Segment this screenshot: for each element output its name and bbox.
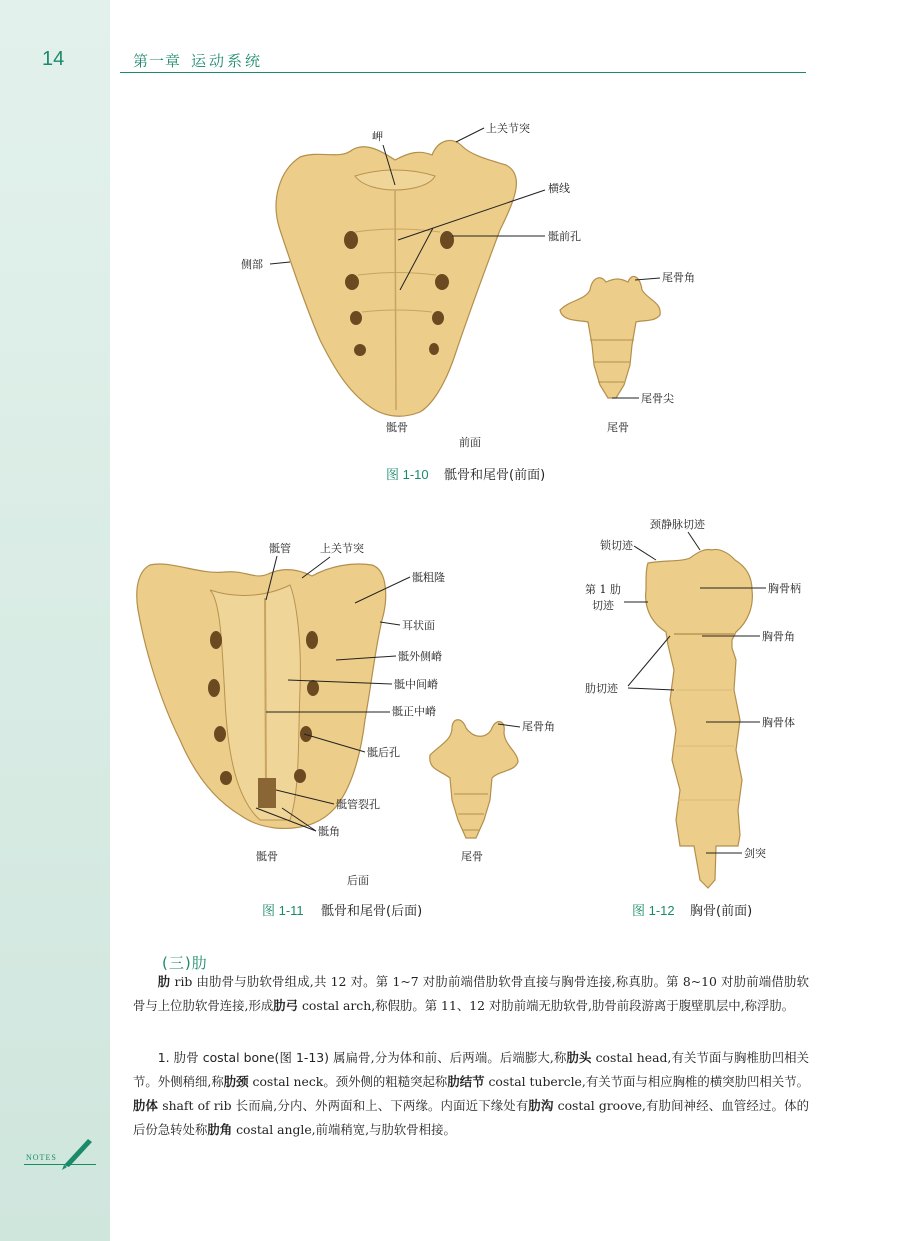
costal-text-f: costal groove,有肋间神经、血管经过。体的后份急转处称 <box>133 1098 810 1137</box>
sacrum-anterior-illustration <box>276 140 516 416</box>
notes-label: NOTES <box>26 1153 57 1162</box>
costal-text-g: costal angle,前端稍宽,与肋软骨相接。 <box>232 1122 456 1137</box>
coccyx-anterior-illustration <box>560 276 660 398</box>
label-coccyx-2: 尾骨 <box>461 850 483 863</box>
label-lateral-sacral-crest: 骶外侧嵴 <box>398 650 442 663</box>
label-posterior-sacral-foramen: 骶后孔 <box>367 746 400 759</box>
costal-text-a: 属扁骨,分为体和前、后两端。后端膨大,称 <box>329 1050 567 1065</box>
label-jugular-notch: 颈静脉切迹 <box>650 518 705 531</box>
label-coccyx: 尾骨 <box>607 421 629 434</box>
notes-mark <box>24 1133 98 1173</box>
chapter-title: 运动系统 <box>191 52 264 70</box>
label-sacrum: 骶骨 <box>386 421 408 434</box>
term-shaft-of-rib: 肋体 <box>133 1098 159 1113</box>
label-lateral-part: 侧部 <box>241 258 263 271</box>
costal-text-c: costal neck。颈外侧的粗糙突起称 <box>248 1074 448 1089</box>
label-sacrum-2: 骶骨 <box>256 850 278 863</box>
fig-1-12-number: 图 1-12 <box>632 903 675 918</box>
notes-rule <box>24 1164 96 1165</box>
label-median-sacral-crest: 骶正中嵴 <box>392 705 436 718</box>
coccyx-posterior-illustration <box>430 720 518 838</box>
label-sternal-angle: 胸骨角 <box>762 630 795 643</box>
section-heading: (三)肋 <box>162 954 208 972</box>
label-clavicular-notch: 锁切迹 <box>600 539 633 552</box>
term-costal-arch: 肋弓 <box>273 998 299 1013</box>
chapter-number: 第一章 <box>133 52 182 70</box>
paragraph-rib-intro <box>133 970 809 1018</box>
fig-1-12-title: 胸骨(前面) <box>690 904 753 919</box>
label-superior-articular-process: 上关节突 <box>486 122 530 135</box>
term-costal-angle: 肋角 <box>207 1122 233 1137</box>
sternum-illustration <box>646 549 753 888</box>
label-auricular-surface: 耳状面 <box>402 619 435 632</box>
label-view-anterior: 前面 <box>459 436 481 449</box>
label-view-posterior: 后面 <box>347 874 369 887</box>
term-costal-tubercle: 肋结节 <box>447 1074 485 1089</box>
fig-1-10-number: 图 1-10 <box>386 467 429 482</box>
rib-intro-text: rib 由肋骨与肋软骨组成,共 12 对。第 1~7 对肋前端借肋软骨直接与胸骨连接,称真肋。第 8~10 对肋前端借肋软骨与上位肋软骨连接,形成 <box>133 974 809 1013</box>
label-sternal-body: 胸骨体 <box>762 716 795 729</box>
label-sacral-cornu: 骶角 <box>318 825 340 838</box>
label-anterior-sacral-foramen: 骶前孔 <box>548 230 581 243</box>
pen-icon <box>24 1133 98 1173</box>
page-number: 14 <box>42 48 65 70</box>
label-intermediate-sacral-crest: 骶中间嵴 <box>394 678 438 691</box>
label-manubrium: 胸骨柄 <box>768 582 801 595</box>
label-coccygeal-cornu-2: 尾骨角 <box>522 720 555 733</box>
term-rib: 肋 <box>157 974 171 989</box>
label-sacral-canal: 骶管 <box>269 542 291 555</box>
costal-text-b: costal head,有关节面与胸椎肋凹相关节。外侧稍细,称 <box>133 1050 810 1089</box>
label-sacral-hiatus: 骶管裂孔 <box>336 798 380 811</box>
term-costal-neck: 肋颈 <box>223 1074 249 1089</box>
fig-1-11-number: 图 1-11 <box>262 903 304 918</box>
label-coccygeal-cornu: 尾骨角 <box>662 271 695 284</box>
rib-intro-text-2: costal arch,称假肋。第 11、12 对肋前端无肋软骨,肋骨前段游离于腹壁肌层中,称浮肋。 <box>298 998 795 1013</box>
label-superior-articular-process-2: 上关节突 <box>320 542 364 555</box>
label-first-rib-notch-line1: 第 1 肋 <box>585 583 621 596</box>
costal-text-e: shaft of rib 长而扁,分内、外两面和上、下两缘。内面近下缘处有 <box>158 1098 529 1113</box>
subheading-costal-bone: 1. 肋骨 costal bone(图 1-13) <box>157 1050 330 1065</box>
label-xiphoid-process: 剑突 <box>744 847 766 860</box>
paragraph-costal-bone <box>133 1046 809 1142</box>
fig-1-10-title: 骶骨和尾骨(前面) <box>444 468 546 483</box>
label-cape: 岬 <box>372 130 383 143</box>
label-coccyx-apex: 尾骨尖 <box>641 392 674 405</box>
label-sacral-tuberosity: 骶粗隆 <box>412 571 445 584</box>
label-transverse-line: 横线 <box>548 182 570 195</box>
fig-1-11-title: 骶骨和尾骨(后面) <box>321 904 423 919</box>
label-costal-notches: 肋切迹 <box>585 682 618 695</box>
term-costal-groove: 肋沟 <box>528 1098 554 1113</box>
costal-text-d: costal tubercle,有关节面与相应胸椎的横突肋凹相关节。 <box>484 1074 810 1089</box>
sacrum-posterior-illustration <box>137 564 386 828</box>
term-costal-head: 肋头 <box>566 1050 592 1065</box>
label-first-rib-notch-line2: 切迹 <box>592 599 614 612</box>
